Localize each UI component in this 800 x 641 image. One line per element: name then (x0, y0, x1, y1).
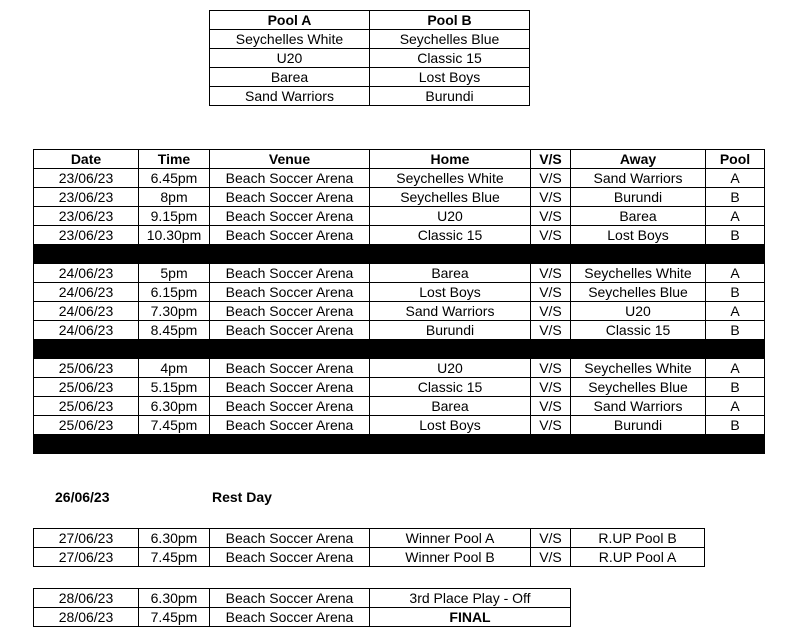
match-home: Lost Boys (370, 416, 531, 435)
match-pool: A (706, 264, 765, 283)
match-time: 5.15pm (139, 378, 210, 397)
match-row (34, 188, 765, 207)
match-home: U20 (370, 207, 531, 226)
match-venue: Beach Soccer Arena (210, 416, 370, 435)
match-away: Seychelles White (571, 359, 706, 378)
match-venue: Beach Soccer Arena (210, 302, 370, 321)
match-away: Burundi (571, 188, 706, 207)
match-row (34, 529, 705, 548)
match-vs: V/S (531, 302, 571, 321)
match-pool: B (706, 378, 765, 397)
match-pool: A (706, 302, 765, 321)
away-header: Away (571, 150, 706, 169)
match-vs: V/S (531, 283, 571, 302)
match-pool: B (706, 416, 765, 435)
match-vs: V/S (531, 529, 571, 548)
match-time: 9.15pm (139, 207, 210, 226)
match-home: Barea (370, 264, 531, 283)
match-pool: A (706, 359, 765, 378)
schedule-table (33, 149, 765, 454)
pools-row (210, 30, 530, 49)
pool-a-header: Pool A (210, 11, 370, 30)
rest-label: Rest Day (212, 489, 272, 505)
rest-date: 26/06/23 (55, 489, 110, 505)
match-row (34, 589, 571, 608)
match-vs: V/S (531, 188, 571, 207)
match-time: 4pm (139, 359, 210, 378)
finals-table (33, 588, 571, 627)
match-pool: B (706, 226, 765, 245)
match-vs: V/S (531, 378, 571, 397)
pool-b-team: Burundi (370, 87, 530, 106)
match-time: 8pm (139, 188, 210, 207)
match-vs: V/S (531, 397, 571, 416)
match-time: 10.30pm (139, 226, 210, 245)
match-pool: B (706, 188, 765, 207)
match-home: Seychelles White (370, 169, 531, 188)
match-venue: Beach Soccer Arena (210, 397, 370, 416)
match-row (34, 283, 765, 302)
match-row (34, 207, 765, 226)
match-row (34, 359, 765, 378)
match-time: 7.45pm (139, 548, 210, 567)
pool-a-team: Seychelles White (210, 30, 370, 49)
match-away: Sand Warriors (571, 169, 706, 188)
match-home: Winner Pool A (370, 529, 531, 548)
match-vs: V/S (531, 226, 571, 245)
match-time: 8.45pm (139, 321, 210, 340)
match-row (34, 226, 765, 245)
match-time: 5pm (139, 264, 210, 283)
match-time: 6.15pm (139, 283, 210, 302)
match-venue: Beach Soccer Arena (210, 378, 370, 397)
pools-row (210, 49, 530, 68)
match-date: 24/06/23 (34, 302, 139, 321)
match-date: 28/06/23 (34, 589, 139, 608)
match-vs: V/S (531, 169, 571, 188)
pool-b-team: Classic 15 (370, 49, 530, 68)
match-vs: V/S (531, 416, 571, 435)
match-venue: Beach Soccer Arena (210, 359, 370, 378)
day-separator-bar (34, 245, 765, 264)
match-venue: Beach Soccer Arena (210, 207, 370, 226)
match-venue: Beach Soccer Arena (210, 529, 370, 548)
day-separator-bar (34, 435, 765, 454)
match-row (34, 302, 765, 321)
venue-header: Venue (210, 150, 370, 169)
match-venue: Beach Soccer Arena (210, 589, 370, 608)
day-separator (34, 340, 765, 359)
match-row (34, 264, 765, 283)
match-away: Lost Boys (571, 226, 706, 245)
match-pool: B (706, 321, 765, 340)
pools-row (210, 68, 530, 87)
match-venue: Beach Soccer Arena (210, 264, 370, 283)
pool-b-team: Seychelles Blue (370, 30, 530, 49)
day-separator (34, 435, 765, 454)
match-date: 25/06/23 (34, 378, 139, 397)
match-pool: A (706, 169, 765, 188)
match-time: 7.30pm (139, 302, 210, 321)
match-row (34, 608, 571, 627)
match-date: 27/06/23 (34, 548, 139, 567)
match-away: R.UP Pool A (571, 548, 705, 567)
match-time: 6.30pm (139, 529, 210, 548)
match-home: Classic 15 (370, 226, 531, 245)
match-time: 7.45pm (139, 416, 210, 435)
match-date: 24/06/23 (34, 264, 139, 283)
match-home: Winner Pool B (370, 548, 531, 567)
match-away: Classic 15 (571, 321, 706, 340)
match-home: Classic 15 (370, 378, 531, 397)
match-pool: A (706, 207, 765, 226)
match-date: 28/06/23 (34, 608, 139, 627)
match-date: 23/06/23 (34, 169, 139, 188)
match-date: 24/06/23 (34, 283, 139, 302)
pools-header-row (210, 11, 530, 30)
match-vs: V/S (531, 548, 571, 567)
match-vs: V/S (531, 321, 571, 340)
match-time: 6.30pm (139, 589, 210, 608)
match-date: 24/06/23 (34, 321, 139, 340)
match-venue: Beach Soccer Arena (210, 283, 370, 302)
match-away: Burundi (571, 416, 706, 435)
match-home: U20 (370, 359, 531, 378)
match-vs: V/S (531, 264, 571, 283)
match-pool: B (706, 283, 765, 302)
match-date: 25/06/23 (34, 416, 139, 435)
match-row (34, 169, 765, 188)
home-header: Home (370, 150, 531, 169)
match-away: Sand Warriors (571, 397, 706, 416)
match-time: 6.30pm (139, 397, 210, 416)
match-away: Barea (571, 207, 706, 226)
pool-b-header: Pool B (370, 11, 530, 30)
pool-b-team: Lost Boys (370, 68, 530, 87)
match-time: 6.45pm (139, 169, 210, 188)
match-row (34, 321, 765, 340)
match-home: Barea (370, 397, 531, 416)
match-venue: Beach Soccer Arena (210, 226, 370, 245)
pools-row (210, 87, 530, 106)
match-away: U20 (571, 302, 706, 321)
day-separator-bar (34, 340, 765, 359)
match-venue: Beach Soccer Arena (210, 169, 370, 188)
match-vs: V/S (531, 207, 571, 226)
day-separator (34, 245, 765, 264)
match-away: Seychelles Blue (571, 283, 706, 302)
pool-a-team: U20 (210, 49, 370, 68)
pool-a-team: Sand Warriors (210, 87, 370, 106)
schedule-header-row (34, 150, 765, 169)
match-pool: A (706, 397, 765, 416)
match-away: R.UP Pool B (571, 529, 705, 548)
match-label: 3rd Place Play - Off (370, 589, 571, 608)
match-date: 27/06/23 (34, 529, 139, 548)
match-home: Seychelles Blue (370, 188, 531, 207)
match-time: 7.45pm (139, 608, 210, 627)
match-row (34, 548, 705, 567)
match-venue: Beach Soccer Arena (210, 608, 370, 627)
match-date: 25/06/23 (34, 359, 139, 378)
match-row (34, 416, 765, 435)
match-vs: V/S (531, 359, 571, 378)
match-venue: Beach Soccer Arena (210, 188, 370, 207)
final-label: FINAL (370, 608, 571, 627)
match-venue: Beach Soccer Arena (210, 321, 370, 340)
vs-header: V/S (531, 150, 571, 169)
match-venue: Beach Soccer Arena (210, 548, 370, 567)
semis-table (33, 528, 705, 567)
match-date: 23/06/23 (34, 207, 139, 226)
pool-header: Pool (706, 150, 765, 169)
pool-a-team: Barea (210, 68, 370, 87)
match-home: Lost Boys (370, 283, 531, 302)
match-away: Seychelles White (571, 264, 706, 283)
match-home: Sand Warriors (370, 302, 531, 321)
match-home: Burundi (370, 321, 531, 340)
pools-table (209, 10, 530, 106)
match-date: 25/06/23 (34, 397, 139, 416)
date-header: Date (34, 150, 139, 169)
match-row (34, 397, 765, 416)
match-date: 23/06/23 (34, 226, 139, 245)
match-date: 23/06/23 (34, 188, 139, 207)
match-away: Seychelles Blue (571, 378, 706, 397)
match-row (34, 378, 765, 397)
time-header: Time (139, 150, 210, 169)
